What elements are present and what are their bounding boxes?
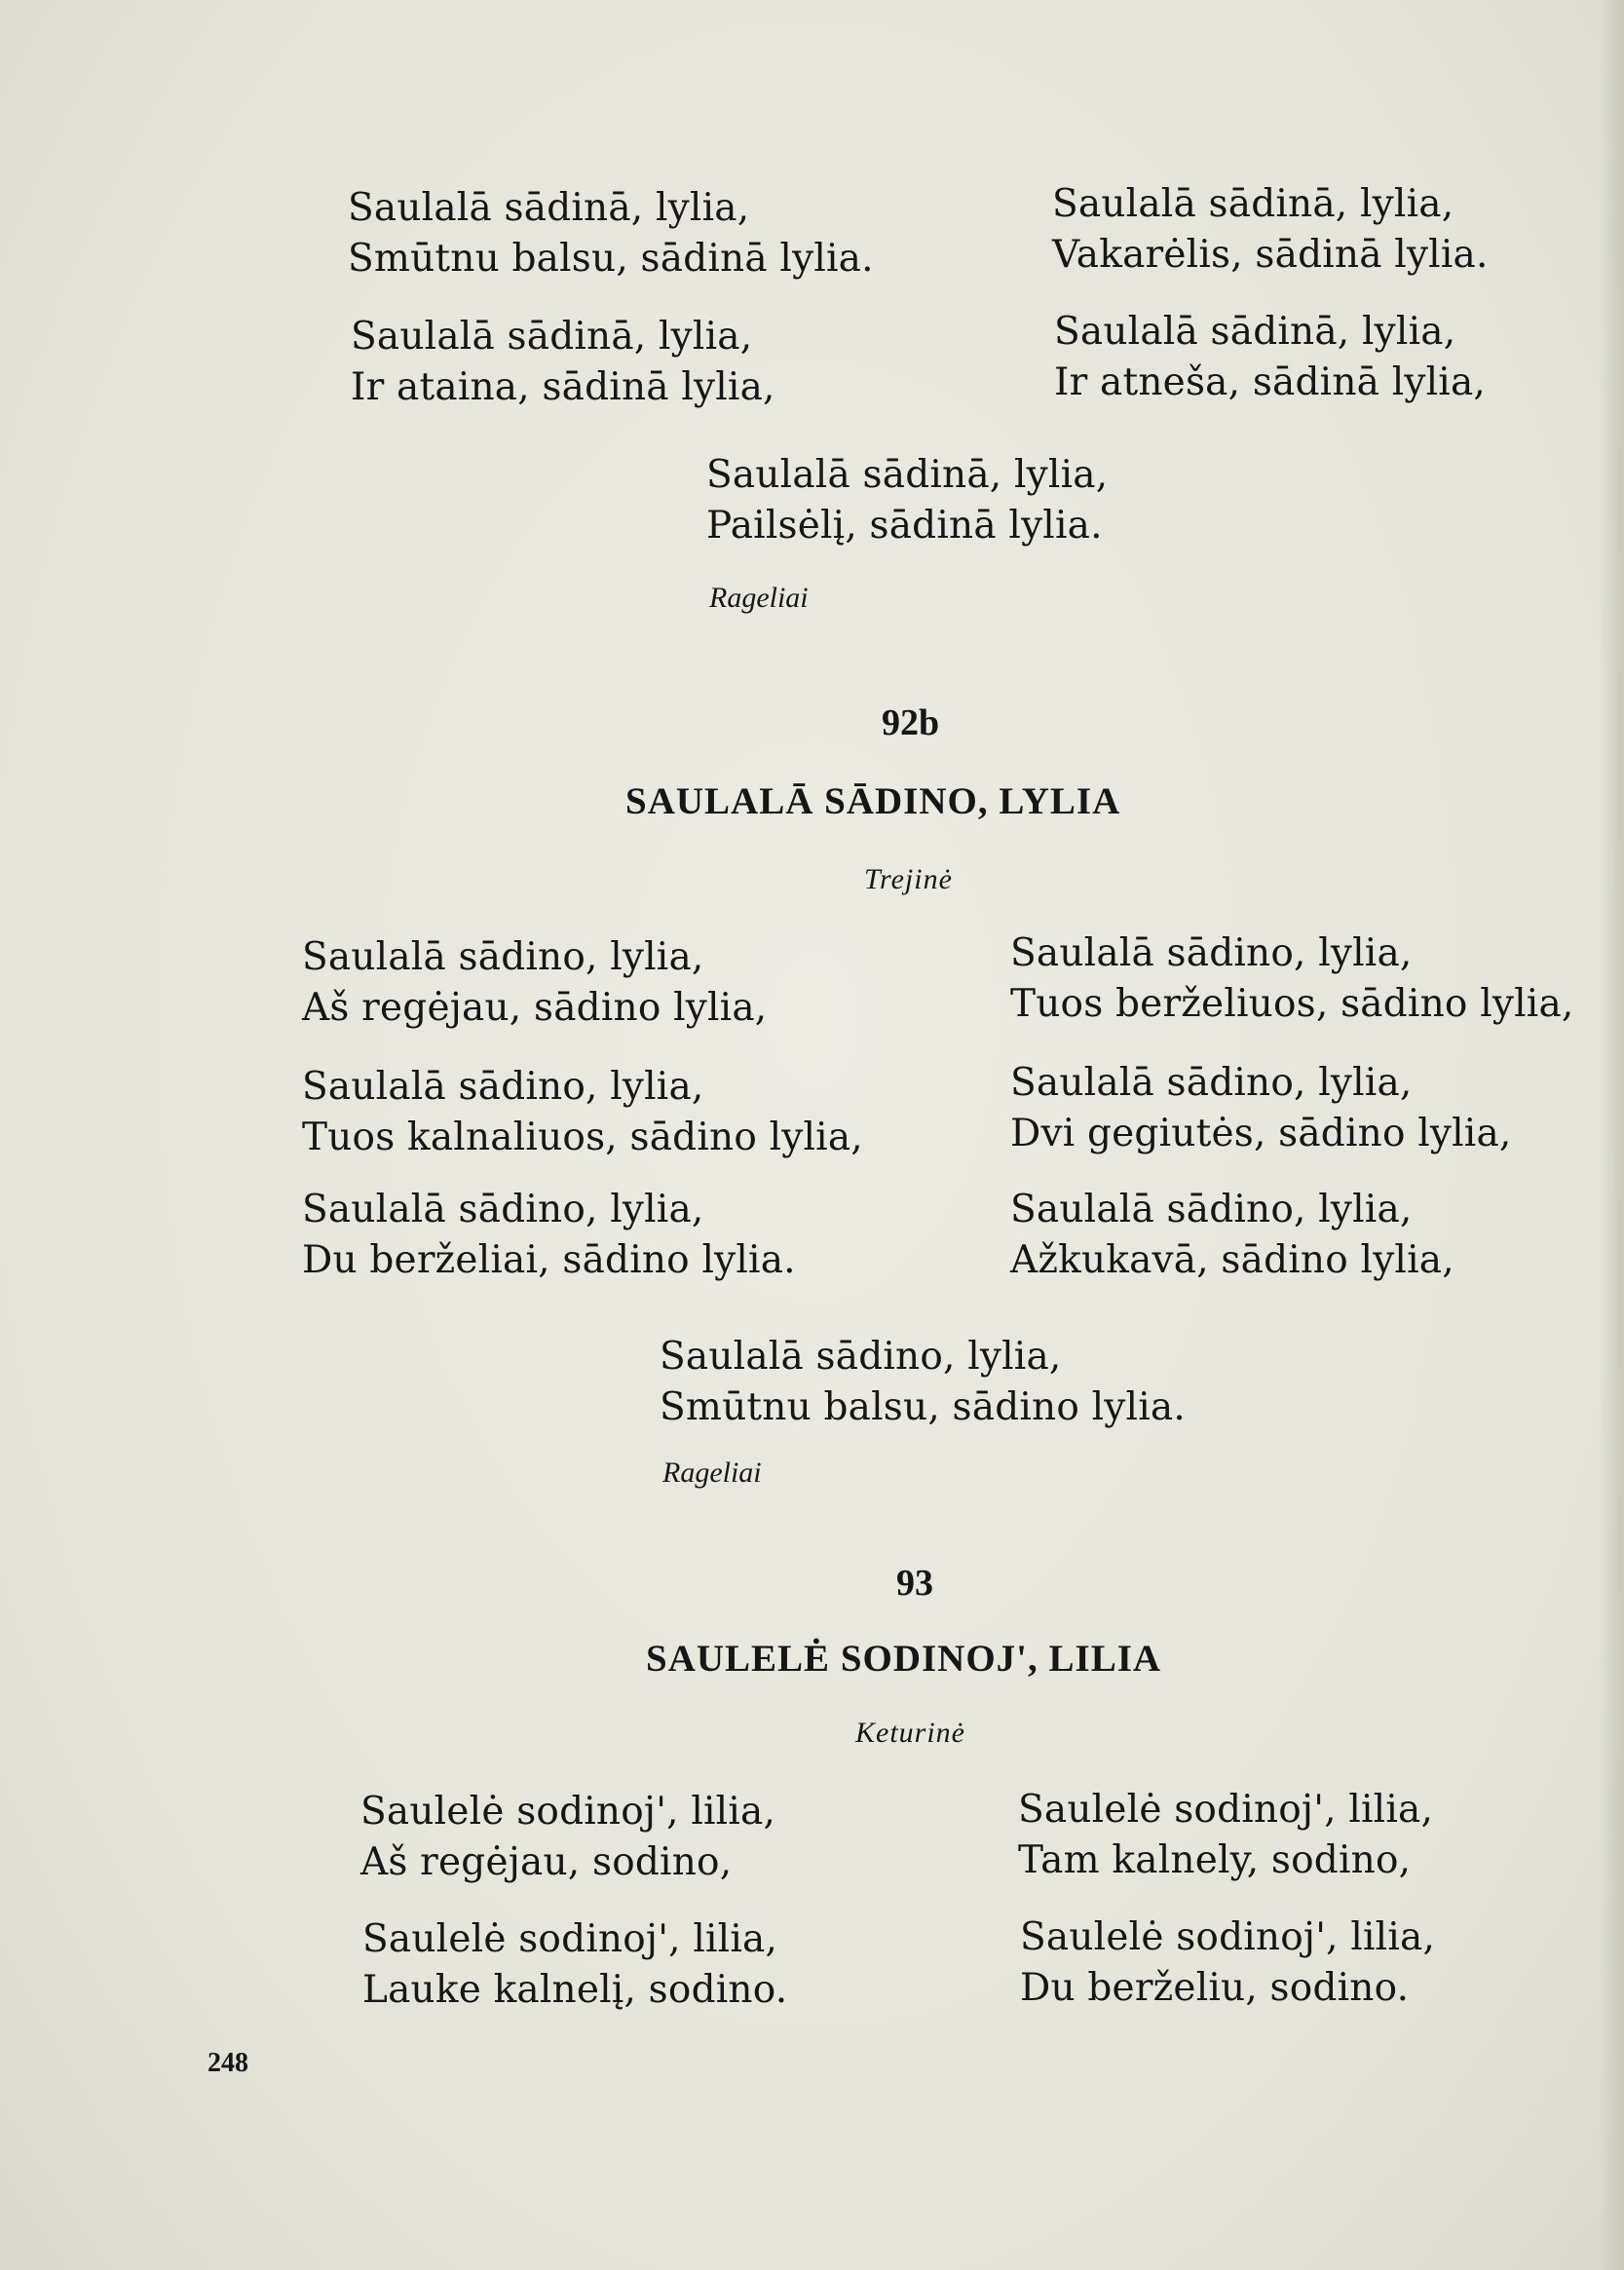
song-subtitle: Keturinė xyxy=(855,1717,965,1749)
verse-line: Saulelė sodinoj', lilia, xyxy=(362,1917,778,1961)
stanza xyxy=(302,932,767,1034)
stanza xyxy=(360,1787,775,1888)
stanza xyxy=(1010,928,1574,1030)
song-number: 92b xyxy=(882,702,940,743)
song-number: 93 xyxy=(896,1563,933,1604)
source-location: Rageliai xyxy=(709,582,809,614)
verse-line: Lauke kalnelį, sodino. xyxy=(362,1968,788,2012)
verse-line: Saulalā sādinā, lylia, xyxy=(1052,182,1454,226)
verse-line: Saulelė sodinoj', lilia, xyxy=(1020,1915,1436,1959)
source-location: Rageliai xyxy=(662,1457,762,1489)
verse-line: Saulalā sādino, lylia, xyxy=(302,1065,704,1109)
song-subtitle: Trejinė xyxy=(864,863,953,895)
verse-line: Saulalā sādinā, lylia, xyxy=(348,186,750,230)
verse-line: Aš regėjau, sādino lylia, xyxy=(302,986,768,1030)
stanza xyxy=(302,1062,863,1163)
stanza xyxy=(348,183,874,284)
verse-line: Saulalā sādino, lylia, xyxy=(302,935,704,979)
verse-line: Ir ataina, sādinā lylia, xyxy=(351,365,775,409)
stanza xyxy=(1054,307,1486,408)
verse-line: Smūtnu balsu, sādino lylia. xyxy=(660,1385,1186,1429)
song-title: SAULALĀ SĀDINO, LYLIA xyxy=(625,780,1121,822)
verse-line: Aš regėjau, sodino, xyxy=(360,1840,733,1884)
verse-line: Saulalā sādinā, lylia, xyxy=(1054,310,1456,354)
verse-line: Saulalā sādino, lylia, xyxy=(1010,1061,1413,1105)
stanza xyxy=(1018,1785,1433,1886)
verse-line: Tuos kalnaliuos, sādino lylia, xyxy=(302,1116,863,1159)
stanza xyxy=(1020,1912,1435,2014)
verse-line: Du berželiu, sodino. xyxy=(1020,1966,1410,2010)
verse-line: Vakarėlis, sādinā lylia. xyxy=(1052,233,1489,277)
verse-line: Smūtnu balsu, sādinā lylia. xyxy=(348,237,874,281)
verse-line: Tam kalnely, sodino, xyxy=(1018,1838,1412,1882)
stanza xyxy=(1052,179,1489,281)
verse-line: Ir atneša, sādinā lylia, xyxy=(1054,360,1486,404)
stanza xyxy=(1010,1185,1454,1286)
verse-line: Saulalā sādino, lylia, xyxy=(660,1335,1062,1379)
verse-line: Saulalā sādinā, lylia, xyxy=(706,453,1109,497)
verse-line: Ažkukavā, sādino lylia, xyxy=(1010,1238,1454,1282)
verse-line: Pailsėlį, sādinā lylia. xyxy=(706,504,1103,548)
verse-line: Tuos berželiuos, sādino lylia, xyxy=(1010,982,1574,1026)
stanza xyxy=(660,1332,1186,1433)
verse-line: Saulelė sodinoj', lilia, xyxy=(1018,1788,1434,1832)
stanza xyxy=(706,450,1108,551)
verse-line: Saulalā sādino, lylia, xyxy=(302,1188,704,1231)
verse-line: Du berželiai, sādino lylia. xyxy=(302,1238,796,1282)
stanza xyxy=(302,1185,796,1286)
stanza xyxy=(1010,1058,1512,1159)
verse-line: Saulalā sādinā, lylia, xyxy=(351,315,753,359)
verse-line: Saulalā sādino, lylia, xyxy=(1010,1188,1413,1231)
stanza xyxy=(362,1914,787,2016)
page-number: 248 xyxy=(208,2048,248,2078)
stanza xyxy=(351,312,775,413)
verse-line: Saulalā sādino, lylia, xyxy=(1010,931,1413,975)
verse-line: Saulelė sodinoj', lilia, xyxy=(360,1790,776,1834)
verse-line: Dvi gegiutės, sādino lylia, xyxy=(1010,1112,1512,1155)
song-title: SAULELĖ SODINOJ', LILIA xyxy=(646,1638,1162,1680)
